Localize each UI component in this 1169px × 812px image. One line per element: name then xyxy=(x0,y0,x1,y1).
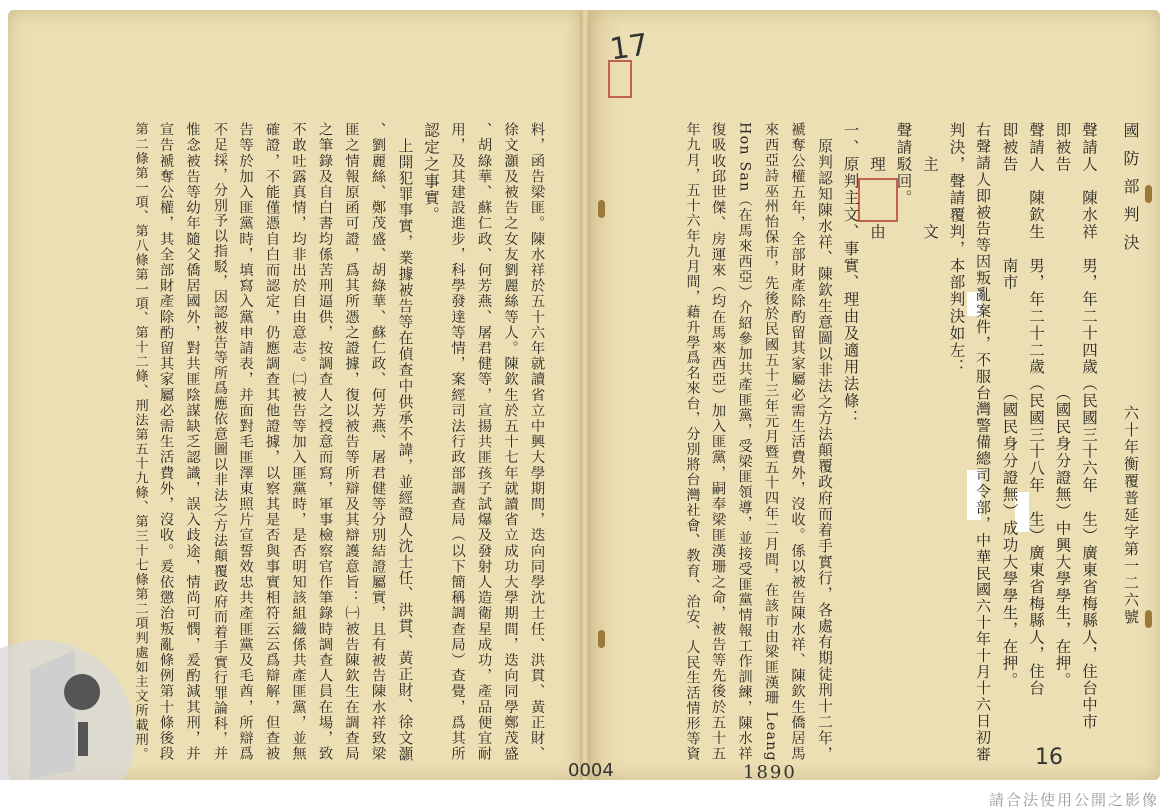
text-column: 惟念被告等幼年隨父僑居國外，對共匪陰謀缺乏認識，誤入歧途，情尚可憫，爰酌減其刑，并 xyxy=(184,122,201,762)
text-column: 第二條第一項、第八條第一項、第十二條、刑法第五十九條、第三十七條第二項判處如主文所載刑。 xyxy=(132,122,148,762)
text-column: Hon San（在馬來西亞）介紹參加共產匪黨，受梁匪領導，並接受匪黨情報工作訓練，陳水祥 xyxy=(736,122,753,762)
archive-logo-icon xyxy=(0,630,150,780)
text-column: 來西亞詩巫州怡保市，先後於民國五十三年元月暨五十四年二月間，在該市由梁匪漢珊 Leang xyxy=(763,122,779,762)
text-column: 聲請人 陳水祥 男，年二十四歲（民國三十六年 生）廣東省梅縣人，住台中市 xyxy=(1080,122,1098,731)
handwritten-page-mark: 17 xyxy=(607,27,651,68)
footer-watermark: 請合法使用公開之影像 xyxy=(988,791,1159,809)
text-column: 一、原判主文、事實、理由及適用法條： xyxy=(841,122,860,427)
binding-hole xyxy=(598,200,605,218)
text-column: 匪之情報原函可證，爲其所憑之證據，復以被告等所辯及其辯護意旨：㈠被告陳欽生在調查局 xyxy=(343,122,360,762)
red-stamp-small xyxy=(608,60,632,98)
text-column: 確證，不能僅憑自白而認定，仍應調查其他證據，以察其是否與事實相符云云爲辯解，但查被 xyxy=(264,122,280,762)
text-column: 不足採，分別予以指駁，因認被告等所爲應依意圖以非法之方法顛覆政府而着手實行罪論科，并 xyxy=(211,122,227,762)
text-column: 復吸收邱世傑、房運來（均在馬來西亞）加入匪黨，嗣奉梁匪漢珊之命，被告等先後於五十五 xyxy=(710,122,726,762)
case-number: 六十年衡覆普延字第一二六號 xyxy=(1122,405,1140,626)
text-column: 聲請駁回。 xyxy=(894,122,913,207)
text-column: 告等於加入匪黨時，填寫入黨申請表，并面對毛匪澤東照片宣誓效忠共產匪黨及毛酋，所辯爲 xyxy=(237,122,254,762)
text-column: 右聲請人即被告等因叛亂案件，不服台灣警備總司令部，中華民國六十年十月十六日初審 xyxy=(974,122,992,762)
text-column: 不敢吐露真情，均非出於自由意志。㈡被告等加入匪黨時，是否明知該組織係共產匪黨，並無 xyxy=(290,122,307,762)
document-title: 國防部判決 xyxy=(1121,122,1140,262)
binding-hole xyxy=(1145,185,1152,203)
right-page xyxy=(590,10,1160,780)
text-column: 判決，聲請覆判，本部判決如左： xyxy=(947,122,966,376)
text-column: 原判認知陳水祥、陳欽生意圖以非法之方法顛覆政府而着手實行，各處有期徒刑十二年， xyxy=(816,122,833,762)
page-number: 1890 xyxy=(743,762,797,783)
text-column: 即被告 （國民身分證無）中興大學學生，在押。 xyxy=(1053,122,1072,689)
text-column: 理 由 xyxy=(868,122,886,241)
text-column: 宣告褫奪公權，其全部財產除酌留其家屬必需生活費外，沒收。爰依懲治叛亂條例第十條後段 xyxy=(158,122,174,762)
binding-hole xyxy=(1145,610,1152,628)
text-column: 徐文灝及被告之女友劉麗絲等人。陳欽生於五十七年就讀省立成功大學期間，迭向同學鄭茂盛 xyxy=(502,122,519,762)
binding-hole xyxy=(598,630,605,648)
text-column: 即被告 南市 （國民身分證無）成功大學學生，在押。 xyxy=(1000,122,1019,689)
text-column: 、劉麗絲、鄭茂盛、胡綠華、蘇仁政、何芳燕、屠君健等分別結證屬實，且有被告陳水祥致梁 xyxy=(370,122,386,762)
text-column: 、胡綠華、蘇仁政、何芳燕、屠君健等，宣揚共匪孩子試爆及發射人造衛星成功，產品便宜耐 xyxy=(476,122,492,762)
text-column: 主 文 xyxy=(921,122,939,241)
handwritten-number: 16 xyxy=(1035,745,1063,770)
text-column: 年九月，五十六年九月間，藉升學爲名來台，分別將台灣社會、教育、治安、人民生活情形等資 xyxy=(683,122,700,762)
text-column: 用，及其建設進步，科學發達等情，案經司法行政部調查局（以下簡稱調查局）查覺，爲其所 xyxy=(449,122,466,762)
text-column: 褫奪公權五年，全部財產除酌留其家屬必需生活費外，沒收。係以被告陳水祥、陳欽生僑居馬 xyxy=(789,122,806,762)
text-column: 之筆錄及自白書均係苦刑逼供，按調查人之授意而寫，軍事檢察官作筆錄時調查人員在場，致 xyxy=(317,122,333,762)
document-spread xyxy=(8,4,1160,790)
text-column: 上開犯罪事實，業據被告等在偵查中供承不諱，並經證人沈士任、洪貫、黃正財、徐文灝 xyxy=(396,122,414,762)
handwritten-archive-number: 0004 xyxy=(568,760,614,781)
page-gutter xyxy=(580,10,590,780)
text-column: 料，函告梁匪。陳水祥於五十六年就讀省立中興大學期間，迭向同學沈士任、洪貫、黃正財、 xyxy=(529,122,545,762)
text-column: 聲請人 陳欽生 男，年二十二歲（民國三十八年 生）廣東省梅縣人，住台 xyxy=(1027,122,1045,697)
text-column: 認定之事實。 xyxy=(422,122,440,224)
